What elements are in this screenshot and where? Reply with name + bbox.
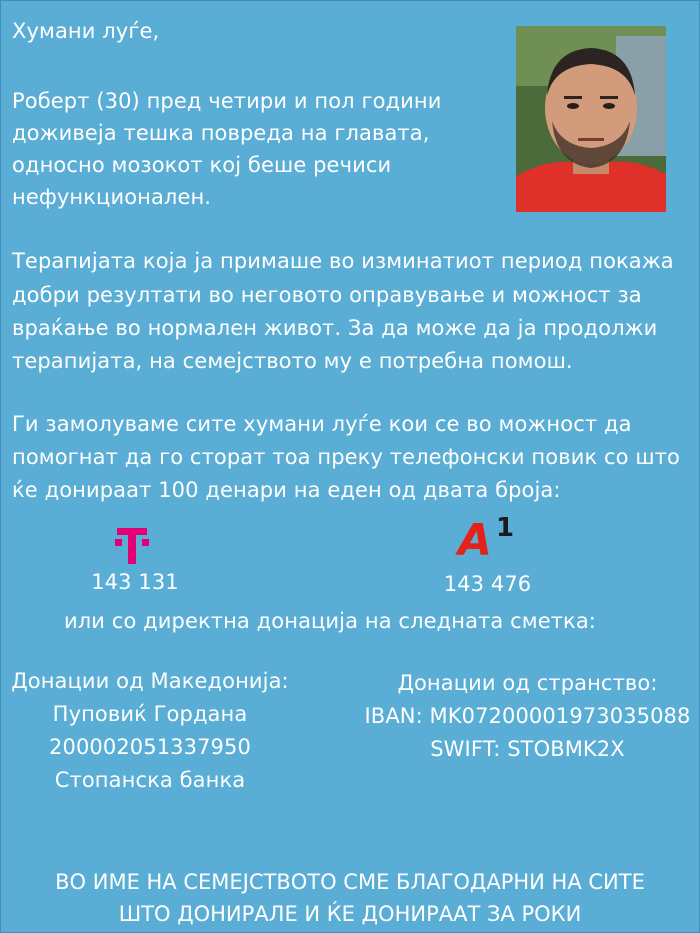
paragraph2-line2: добри резултати во неговото оправување и можност за — [12, 283, 642, 307]
paragraph3-line2: помогнат да го сторат тоа преку телефонски повик со што — [12, 445, 680, 469]
paragraph1-line2: доживеја тешка повреда на главата, — [12, 121, 430, 145]
paragraph3-line1: Ги замолуваме сите хумани луѓе кои се во можност да — [12, 412, 632, 436]
a1-logo-digit: 1 — [496, 513, 515, 543]
foreign-swift: SWIFT: STOBMK2X — [430, 737, 625, 761]
a1-logo-letter: A — [458, 515, 493, 566]
paragraph1-line1: Роберт (30) пред четири и пол години — [12, 89, 442, 113]
telekom-number: 143 131 — [91, 570, 179, 594]
a1-logo-icon — [458, 513, 516, 566]
paragraph2-line4: терапијата, на семејството му е потребна помош. — [12, 349, 573, 373]
a1-number: 143 476 — [443, 572, 532, 596]
greeting: Хумани луѓе, — [12, 19, 160, 43]
telekom-t-logo-icon — [115, 528, 149, 564]
footer-line2: ШТО ДОНИРАЛЕ И ЌЕ ДОНИРААТ ЗА РОКИ — [118, 902, 582, 926]
paragraph1-line3: односно мозокот кој беше речиси — [12, 153, 392, 177]
foreign-iban: IBAN: MK07200001973035088 — [364, 704, 691, 728]
foreign-heading: Донации од странство: — [397, 671, 658, 695]
paragraph2-line3: враќање во нормален живот. За да може да ја продолжи — [12, 316, 658, 340]
domestic-account: 200002051337950 — [49, 735, 251, 759]
domestic-heading: Донации од Македонија: — [11, 669, 289, 693]
domestic-bank: Стопанска банка — [54, 768, 246, 792]
paragraph1-line4: нефункционален. — [12, 185, 212, 209]
person-photo — [516, 26, 666, 212]
domestic-name: Пуповиќ Гордана — [52, 702, 248, 726]
footer-line1: ВО ИМЕ НА СЕМЕЈСТВОТО СМЕ БЛАГОДАРНИ НА СИТЕ — [55, 870, 645, 894]
paragraph3-line3: ќе донираат 100 денари на еден од двата броја: — [12, 478, 561, 502]
paragraph2-line1: Терапијата која ја примаше во изминатиот период покажа — [12, 249, 674, 273]
bank-intro: или со директна донација на следната сметка: — [64, 609, 596, 633]
